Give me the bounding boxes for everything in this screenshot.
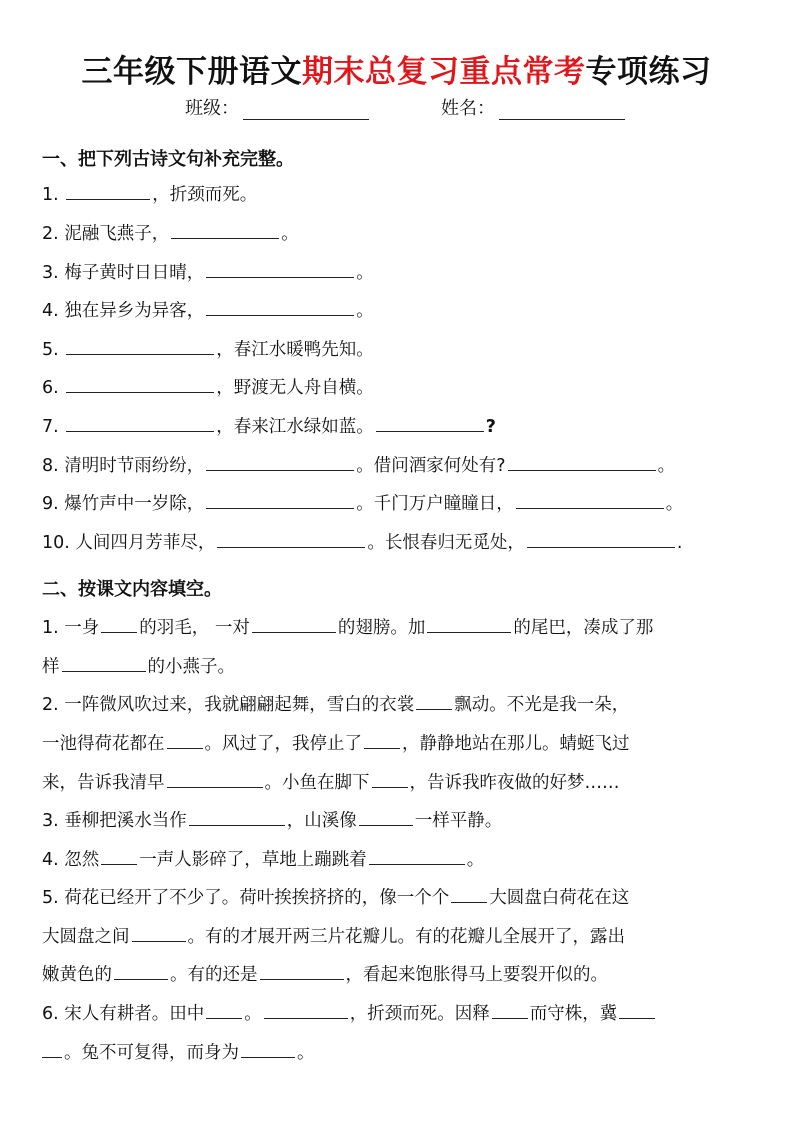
text: 。风过了，我停止了 [204,734,362,754]
s2-line-3 [42,691,629,716]
text: 一池得荷花都在 [42,734,165,754]
blank[interactable] [206,297,354,316]
class-blank[interactable] [243,101,369,120]
blank[interactable] [189,807,285,826]
text: ，折颈而死。因释 [349,1004,490,1024]
s1-item-10-text: 10. 人间四月芳菲尽， [42,533,216,553]
blank[interactable] [206,1000,242,1019]
text: 一样平静。 [414,811,503,831]
text: 5. 荷花已经开了不少了。荷叶挨挨挤挤的，像一个个 [42,888,450,908]
s1-item-8 [42,452,675,477]
s1-item-4-text: 4. 独在异乡为异客， [42,301,205,321]
s2-line-6 [42,807,502,832]
text: ，看起来饱胀得马上要裂开似的。 [345,965,608,985]
section-2-heading: 二、按课文内容填空。 [42,579,222,600]
text: 。 [297,1043,315,1063]
title-part-3: 专项练习 [585,54,712,90]
blank[interactable] [171,220,279,239]
blank[interactable] [416,691,452,710]
blank[interactable] [132,923,186,942]
blank[interactable] [101,614,137,633]
blank[interactable] [369,846,465,865]
blank[interactable] [66,374,214,393]
text: 飘动。不光是我一朵， [454,695,630,715]
title-part-highlight: 期末总复习重点常考 [302,54,586,90]
section-1-heading: 一、把下列古诗文句补充完整。 [42,149,294,170]
s1-item-3-tail: 。 [356,263,374,283]
blank[interactable] [66,413,214,432]
text: 。有的才展开两三片花瓣儿。有的花瓣儿全展开了，露出 [187,927,625,947]
text: 的翅膀。加 [337,618,426,638]
text: 。小鱼在脚下 [264,773,370,793]
class-label: 班级： [185,98,239,119]
s1-item-7-text: 7. [42,417,59,437]
s1-item-5-tail: ，春江水暖鸭先知。 [216,340,374,360]
text: 的尾巴，凑成了那 [513,618,654,638]
text: 的小燕子。 [147,657,235,677]
s2-line-7 [42,846,484,871]
s1-item-9-mid: 。千门万户瞳瞳日， [356,494,514,514]
blank[interactable] [62,653,146,672]
blank[interactable] [42,1039,62,1058]
class-field[interactable] [185,94,369,120]
s1-item-10 [42,529,682,554]
text: 而守株，冀 [529,1004,618,1024]
s1-item-4-tail: 。 [356,301,374,321]
blank[interactable] [492,1000,528,1019]
blank[interactable] [66,336,214,355]
title-part-1: 三年级下册语文 [81,54,302,90]
blank[interactable] [206,490,354,509]
s1-item-3 [42,259,374,284]
blank[interactable] [619,1000,655,1019]
s1-item-5-text: 5. [42,340,59,360]
blank[interactable] [264,1000,348,1019]
s2-line-5 [42,769,620,794]
s1-item-6 [42,374,374,399]
s1-item-1 [42,181,257,206]
s2-line-9 [42,923,625,948]
text: ，静静地站在那儿。蜻蜓飞过 [402,734,630,754]
s1-item-10-end: . [676,533,683,553]
s2-line-11 [42,1000,657,1025]
s2-line-1 [42,614,653,639]
s1-item-2-text: 2. 泥融飞燕子， [42,224,170,244]
blank[interactable] [516,490,664,509]
blank[interactable] [260,961,344,980]
blank[interactable] [427,614,511,633]
text: 大圆盘之间 [42,927,130,947]
name-label: 姓名： [441,98,495,119]
name-field[interactable] [441,94,625,120]
text: 4. 忽然 [42,850,100,870]
blank[interactable] [206,259,354,278]
text: 1. 一身 [42,618,100,638]
blank[interactable] [167,730,203,749]
s1-item-7-end: ? [485,417,496,437]
blank[interactable] [451,884,487,903]
s1-item-4 [42,297,374,322]
s1-item-8-mid: 。借问酒家何处有? [356,456,506,476]
s1-item-9-end: 。 [665,494,684,514]
s2-line-8 [42,884,629,909]
blank[interactable] [527,529,675,548]
text: 。兔不可复得，而身为 [64,1043,239,1063]
blank[interactable] [101,846,137,865]
page-title [0,46,793,91]
s1-item-1-tail: ，折颈而死。 [152,185,258,205]
s1-item-3-text: 3. 梅子黄时日日晴， [42,263,205,283]
blank[interactable] [359,807,413,826]
text: 样 [42,657,60,677]
s1-item-6-text: 6. [42,378,59,398]
s1-item-1-text: 1. [42,185,59,205]
blank[interactable] [372,769,408,788]
blank[interactable] [66,181,150,200]
blank[interactable] [206,452,354,471]
text: 来，告诉我清早 [42,773,165,793]
text: ，山溪像 [286,811,357,831]
s2-line-4 [42,730,630,755]
text: 。有的还是 [170,965,258,985]
text: 大圆盘白荷花在这 [489,888,630,908]
text: 嫩黄色的 [42,965,112,985]
s1-item-10-mid: 。长恨春归无觅处， [367,533,525,553]
s1-item-8-end: 。 [657,456,676,476]
text: 2. 一阵微风吹过来，我就翩翩起舞，雪白的衣裳 [42,695,415,715]
s1-item-9-text: 9. 爆竹声中一岁除， [42,494,205,514]
s1-item-7-tail: ，春来江水绿如蓝。 [216,417,374,437]
s1-item-5 [42,336,374,361]
s1-item-7 [42,413,496,438]
s2-line-10 [42,961,608,986]
text: 6. 宋人有耕者。田中 [42,1004,205,1024]
s1-item-9 [42,490,683,515]
s1-item-6-tail: ，野渡无人舟自横。 [216,378,374,398]
blank[interactable] [376,413,484,432]
text: 一声人影碎了，草地上蹦跳着 [139,850,367,870]
blank[interactable] [241,1039,295,1058]
text: 。 [466,850,485,870]
blank[interactable] [217,529,365,548]
blank[interactable] [252,614,336,633]
blank[interactable] [508,452,656,471]
text: 。 [244,1004,262,1024]
s1-item-8-text: 8. 清明时节雨纷纷， [42,456,205,476]
blank[interactable] [114,961,168,980]
blank[interactable] [364,730,400,749]
blank[interactable] [167,769,263,788]
s1-item-2 [42,220,299,245]
s2-line-12 [42,1039,315,1064]
text: 的羽毛， 一对 [139,618,250,638]
s1-item-2-tail: 。 [281,224,299,244]
s2-line-2 [42,653,235,678]
text: ，告诉我昨夜做的好梦…… [409,773,620,793]
name-blank[interactable] [499,101,625,120]
text: 3. 垂柳把溪水当作 [42,811,187,831]
